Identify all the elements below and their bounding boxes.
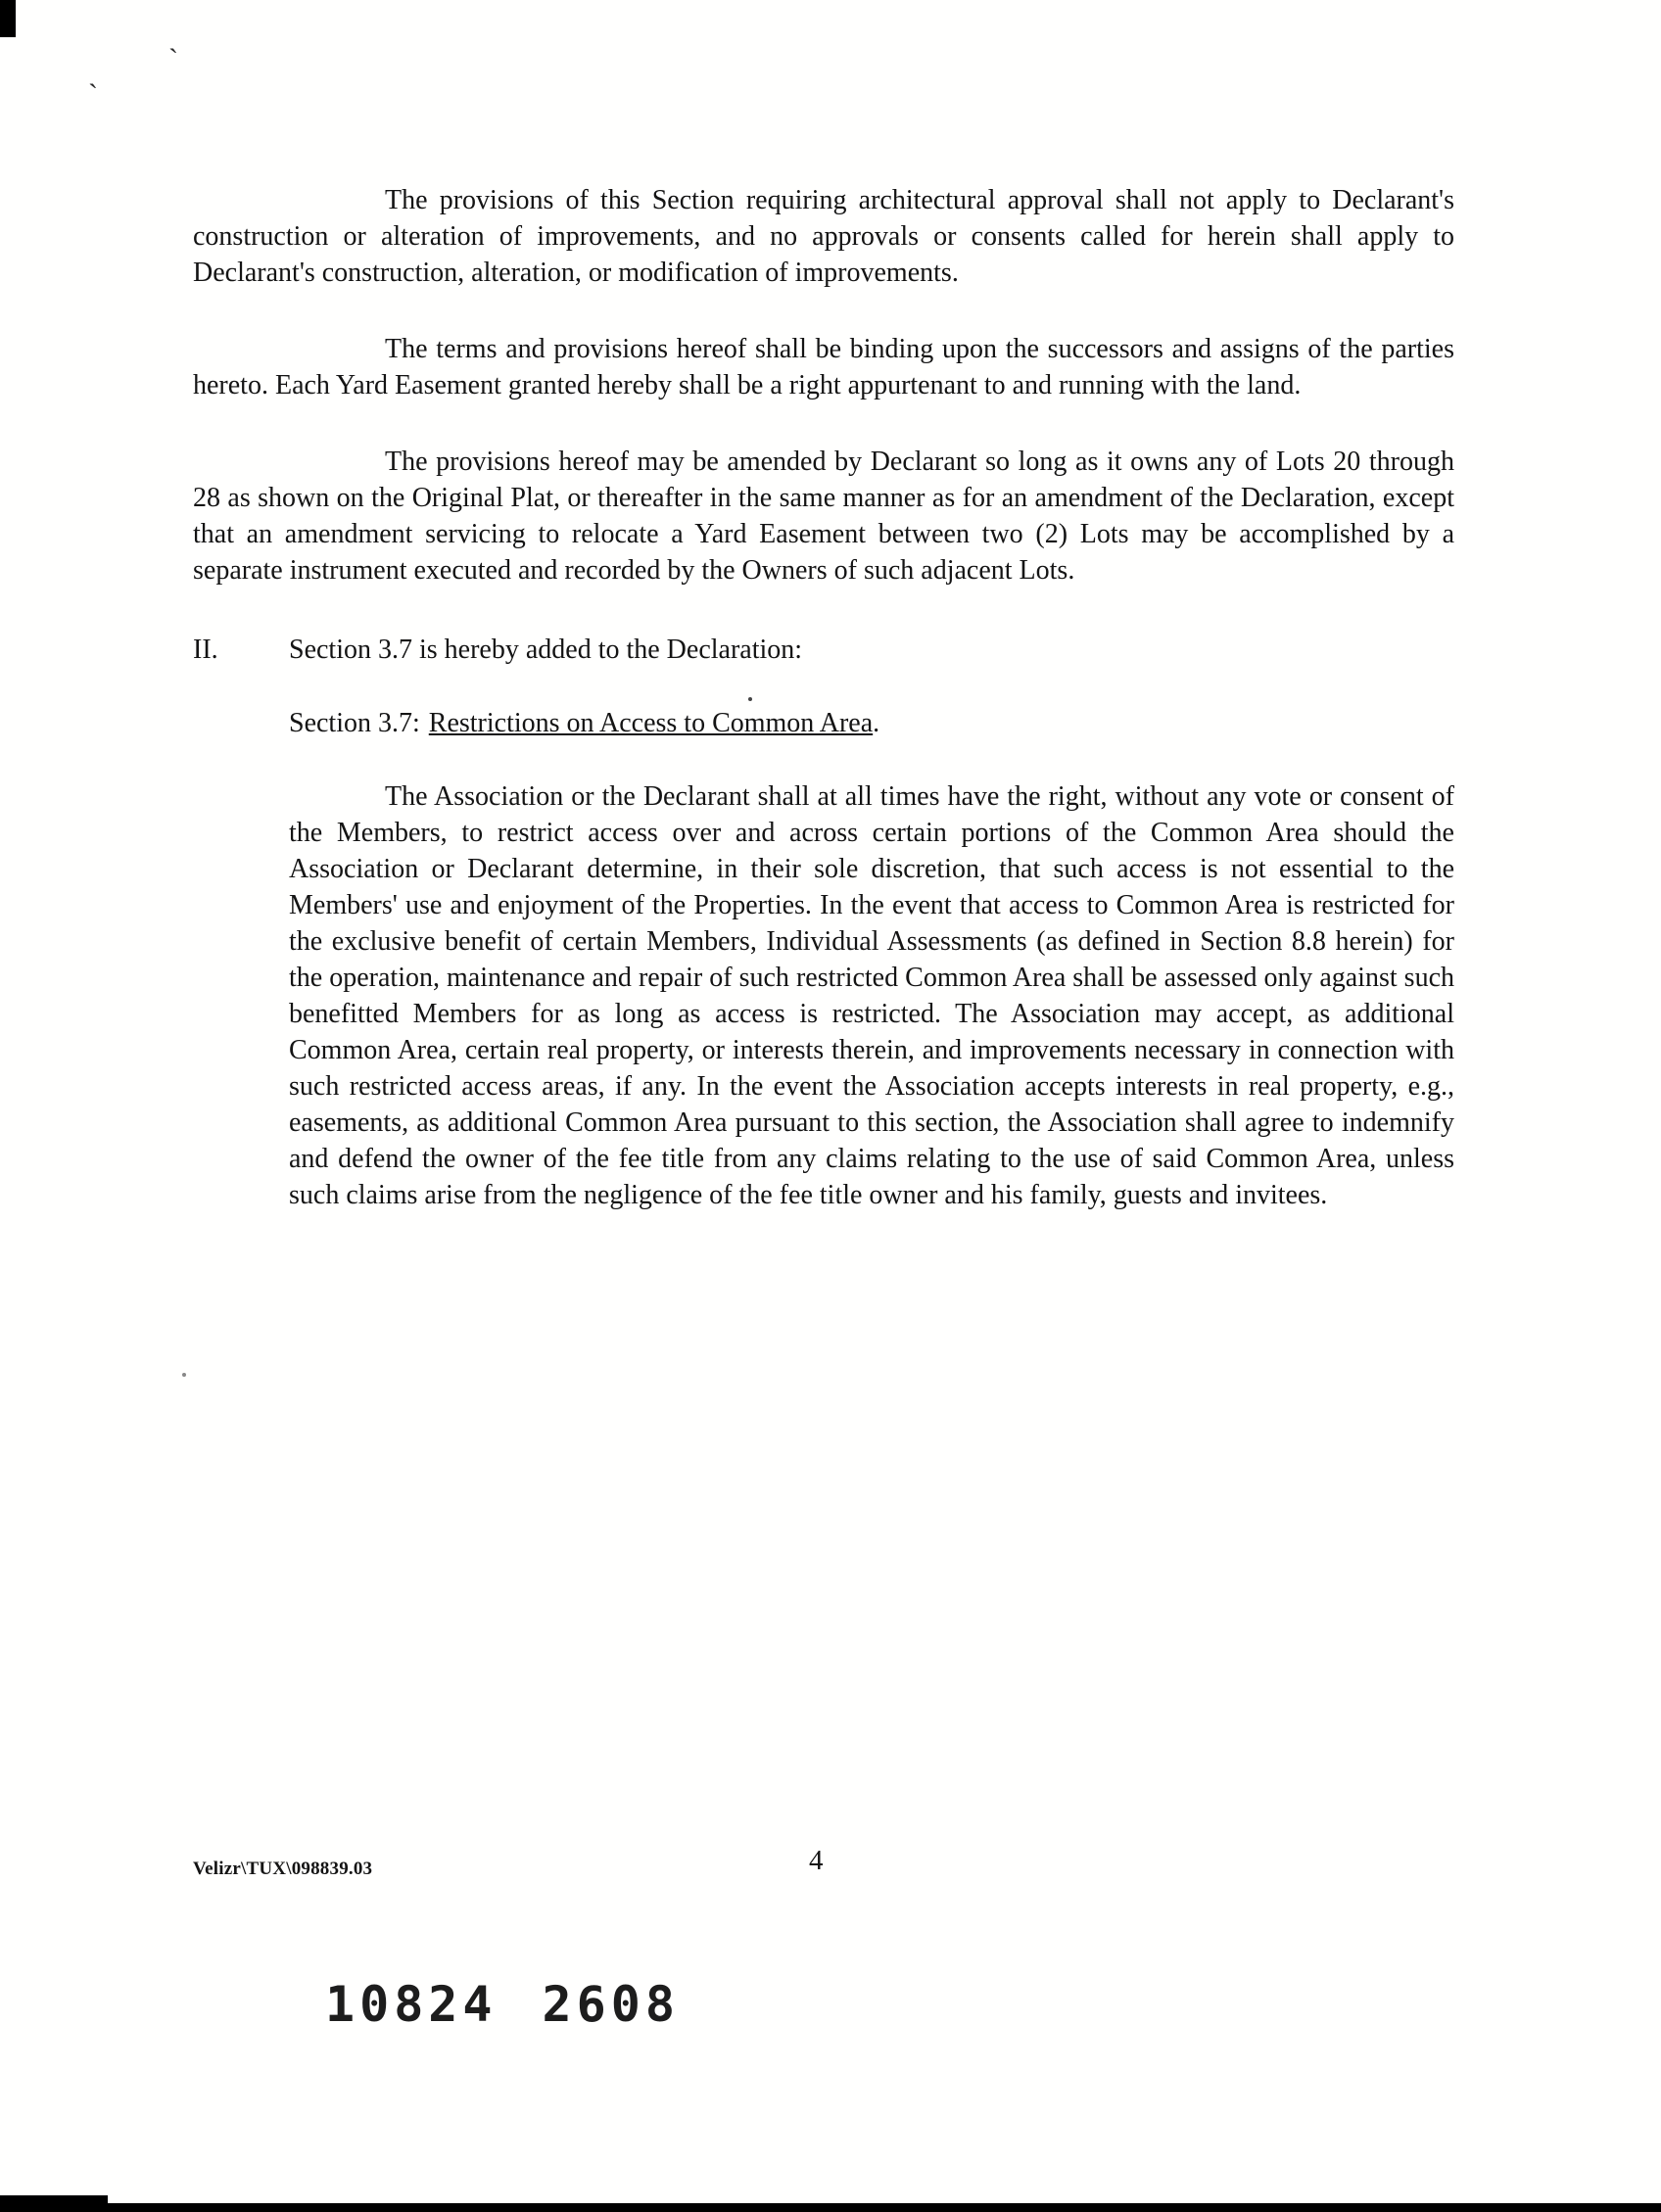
section-heading-period: .: [873, 708, 880, 738]
section-body-paragraph: The Association or the Declarant shall at all times have the right, without any vote or consent of the Members, to restrict access over and across certain portions of the Common Area should the Association or Declarant determine, in their sole discretion, that such access is not essential to the Members' use and enjoyment of the Properties. In the event that access to Common Area is restricted for the exclusive benefit of certain Members, Individual Assessments (as defined in Section 8.8 herein) for the operation, maintenance and repair of such restricted Common Area shall be assessed only against such benefitted Members for as long as access is restricted. The Association may accept, as additional Common Area, certain real property, or interests therein, and improvements necessary in connection with such restricted access areas, if any. In the event the Association accepts interests in real property, e.g., easements, as additional Common Area pursuant to this section, the Association shall agree to indemnify and defend the owner of the fee title from any claims relating to the use of said Common Area, unless such claims arise from the negligence of the fee title owner and his family, guests and invitees.: [289, 781, 1454, 1210]
clause-text: Section 3.7 is hereby added to the Declaration:: [289, 635, 803, 665]
scan-artifact-top-left: [0, 0, 16, 37]
section-heading-label: Section 3.7:: [289, 708, 420, 738]
document-body: [193, 182, 1454, 1213]
footer-file-reference: Velizr\TUX\098839.03: [193, 1859, 373, 1879]
bates-stamp-right: 2608: [542, 1976, 680, 2033]
bates-stamp: [325, 1976, 680, 2033]
bates-stamp-left: 10824: [325, 1976, 498, 2033]
section-heading-title: Restrictions on Access to Common Area: [428, 708, 874, 738]
clause-numeral: II.: [193, 635, 218, 665]
section-heading: [289, 705, 1454, 741]
scan-mark: `: [88, 78, 98, 111]
clause-ii: [193, 632, 1454, 668]
paragraph-binding-terms: The terms and provisions hereof shall be binding upon the successors and assigns of the parties hereto. Each Yard Easement granted hereby shall be a right appurtenant to and running with the land.: [193, 334, 1454, 400]
scan-mark: `: [168, 43, 178, 75]
paragraph-amendment: The provisions hereof may be amended by Declarant so long as it owns any of Lots 20 through 28 as shown on the Original Plat, or thereafter in the same manner as for an amendment of the Declaration, except that an amendment servicing to relocate a Yard Easement between two (2) Lots may be accomplished by a separate instrument executed and recorded by the Owners of such adjacent Lots.: [193, 447, 1454, 586]
stray-dot: [182, 1373, 186, 1377]
paragraph-architectural-approval: The provisions of this Section requiring architectural approval shall not apply to Declarant's construction or alteration of improvements, and no approvals or consents called for herein shall apply to Declarant's construction, alteration, or modification of improvements.: [193, 185, 1454, 288]
page-number: 4: [809, 1845, 824, 1876]
scan-artifact-bottom-bar: [0, 2203, 1661, 2212]
